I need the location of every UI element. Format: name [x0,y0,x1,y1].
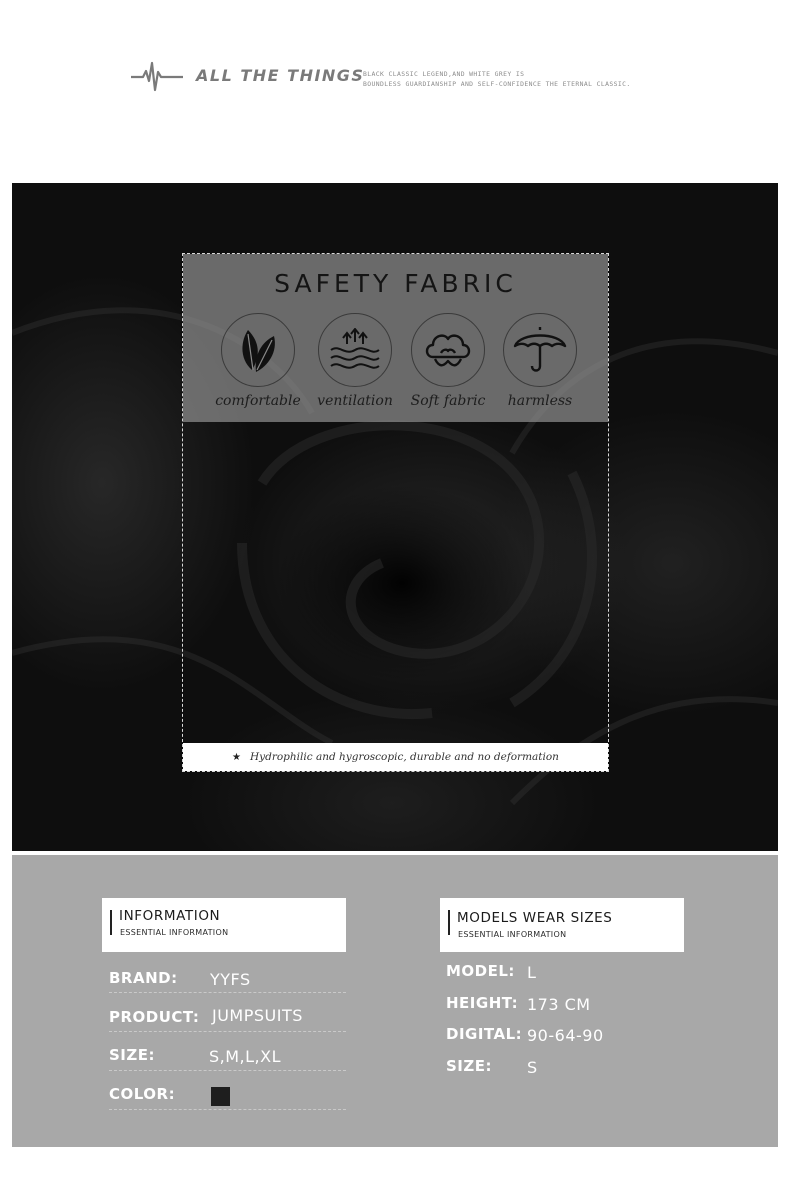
info-label: COLOR: [109,1085,176,1103]
feature-soft-fabric [400,313,496,409]
model-value: 90-64-90 [527,1026,604,1045]
panel-title: SAFETY FABRIC [274,269,517,298]
title-accent-bar [110,910,112,935]
info-label: PRODUCT: [109,1008,200,1026]
feature-label: ventilation [317,393,393,409]
fabric-hero-image [12,183,778,851]
brand-tagline [363,69,631,89]
feature-ventilation [307,313,403,409]
model-value: S [527,1058,538,1077]
info-value: S,M,L,XL [209,1047,282,1066]
info-label: SIZE: [109,1046,156,1064]
product-info-section [12,855,778,1147]
model-row-height [446,987,676,1019]
cotton-cloud-icon [411,313,485,387]
brand-title: ALL THE THINGS [196,66,365,85]
info-row-color [109,1072,346,1110]
air-waves-icon [318,313,392,387]
model-label: DIGITAL: [446,1025,523,1043]
feature-label: harmless [507,393,573,409]
model-label: SIZE: [446,1057,493,1075]
leaf-icon [221,313,295,387]
model-sizes-subtitle: ESSENTIAL INFORMATION [458,930,567,939]
info-value: YYFS [210,970,251,989]
information-card [102,898,346,952]
info-row-size [109,1033,346,1071]
info-row-product [109,994,346,1032]
model-row-digital [446,1019,676,1051]
tagline-line-1: BLACK CLASSIC LEGEND,AND WHITE GREY IS [363,70,525,78]
feature-comfortable [210,313,306,409]
model-sizes-card [440,898,684,952]
model-value: L [527,963,537,982]
info-value: JUMPSUITS [212,1006,303,1025]
panel-header [183,254,608,422]
title-accent-bar [448,910,450,935]
panel-footnote [183,743,608,771]
model-label: MODEL: [446,962,515,980]
information-subtitle: ESSENTIAL INFORMATION [120,928,229,937]
star-icon: ★ [232,751,242,763]
model-value: 173 CM [527,995,591,1014]
umbrella-icon [503,313,577,387]
safety-fabric-panel [182,253,609,772]
feature-label: comfortable [215,393,301,409]
brand-header [0,0,790,183]
color-swatch [211,1087,230,1106]
info-row-brand [109,955,346,993]
footnote-text: Hydrophilic and hygroscopic, durable and no deformation [250,751,559,763]
info-label: BRAND: [109,969,178,987]
model-row-model [446,955,676,987]
model-sizes-title: MODELS WEAR SIZES [457,910,613,926]
feature-label: Soft fabric [410,393,486,409]
model-label: HEIGHT: [446,994,519,1012]
information-title: INFORMATION [119,908,221,924]
tagline-line-2: BOUNDLESS GUARDIANSHIP AND SELF-CONFIDENCE THE ETERNAL CLASSIC. [363,80,631,88]
heartbeat-icon [131,60,183,92]
model-row-size [446,1051,676,1083]
feature-harmless [492,313,588,409]
